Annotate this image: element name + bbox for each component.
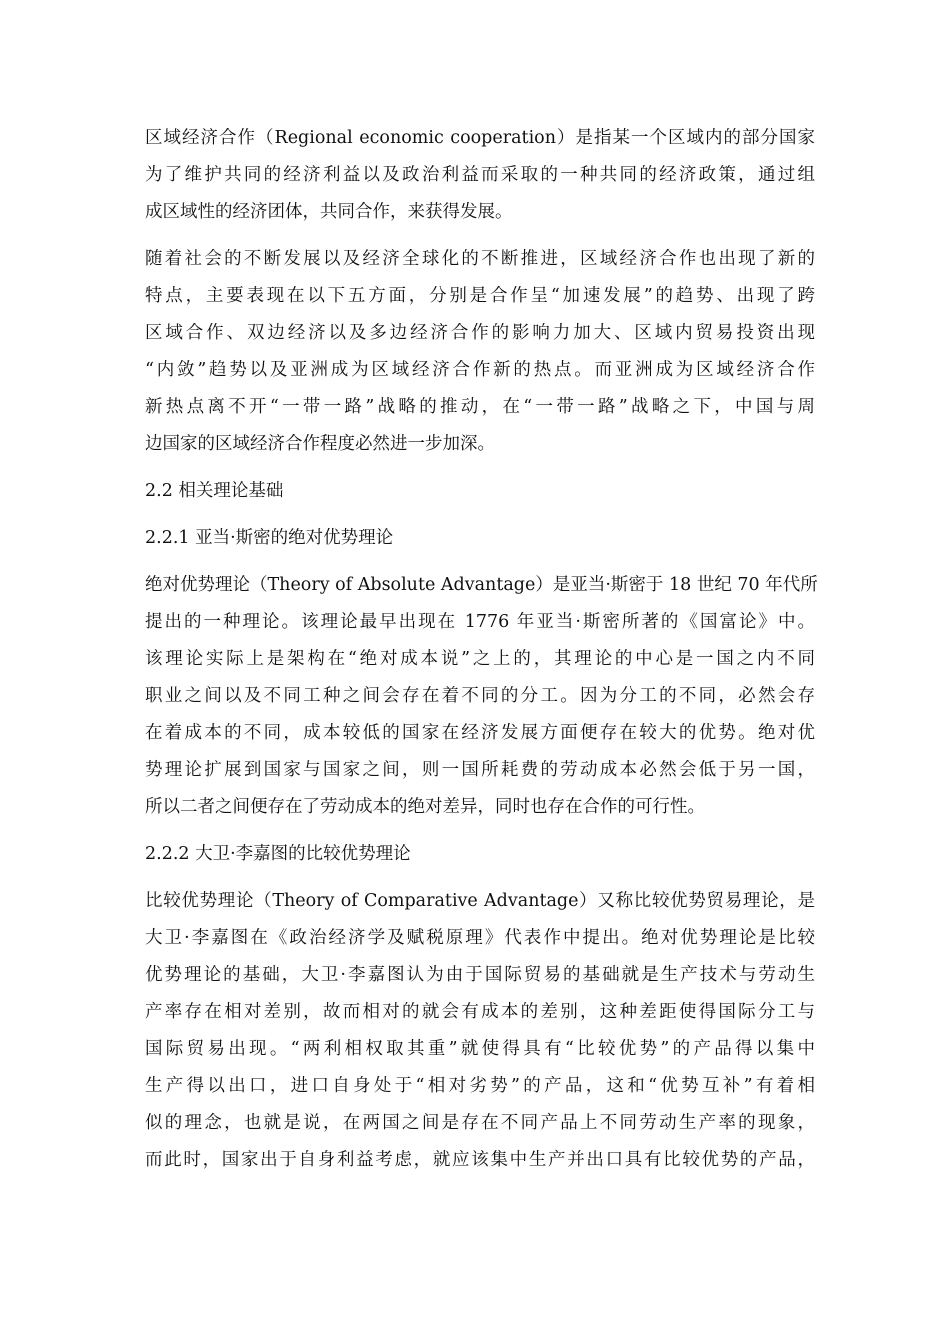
text-line: 成区域性的经济团体，共同合作，来获得发展。 xyxy=(145,202,513,222)
paragraph-regional-cooperation-definition xyxy=(145,120,815,231)
document-body xyxy=(145,120,818,1189)
text-line: 职业之间以及不同工种之间会存在着不同的分工。因为分工的不同，必然会存 xyxy=(145,686,815,706)
text-line: 所以二者之间便存在了劳动成本的绝对差异，同时也存在合作的可行性。 xyxy=(145,797,705,817)
paragraph-comparative-advantage xyxy=(145,883,815,1179)
section-heading-2-2: 2.2 相关理论基础 xyxy=(145,481,284,501)
text-line: 在着成本的不同，成本较低的国家在经济发展方面便存在较大的优势。绝对优 xyxy=(145,723,815,743)
text-line: 绝对优势理论（Theory of Absolute Advantage）是亚当·斯密于 18 世纪 70 年代所 xyxy=(145,575,818,595)
text-line: 而此时，国家出于自身利益考虑，就应该集中生产并出口具有比较优势的产品， xyxy=(145,1150,815,1170)
paragraph-absolute-advantage xyxy=(145,567,818,826)
text-line: 区域合作、双边经济以及多边经济合作的影响力加大、区域内贸易投资出现 xyxy=(145,323,815,343)
text-line: 特点，主要表现在以下五方面，分别是合作呈“加速发展”的趋势、出现了跨 xyxy=(145,286,815,306)
text-line: 随着社会的不断发展以及经济全球化的不断推进，区域经济合作也出现了新的 xyxy=(145,249,815,269)
section-heading-2-2-1: 2.2.1 亚当·斯密的绝对优势理论 xyxy=(145,528,394,548)
text-line: 生产得以出口，进口自身处于“相对劣势”的产品，这和“优势互补”有着相 xyxy=(145,1076,815,1096)
text-line: 大卫·李嘉图在《政治经济学及赋税原理》代表作中提出。绝对优势理论是比较 xyxy=(145,928,815,948)
text-line: 势理论扩展到国家与国家之间，则一国所耗费的劳动成本必然会低于另一国， xyxy=(145,760,815,780)
text-line: 该理论实际上是架构在“绝对成本说”之上的，其理论的中心是一国之内不同 xyxy=(145,649,815,669)
text-line: 似的理念，也就是说，在两国之间是存在不同产品上不同劳动生产率的现象， xyxy=(145,1113,815,1133)
text-line: “内敛”趋势以及亚洲成为区域经济合作新的热点。而亚洲成为区域经济合作 xyxy=(145,360,815,380)
paragraph-regional-cooperation-features xyxy=(145,241,815,463)
text-line: 为了维护共同的经济利益以及政治利益而采取的一种共同的经济政策，通过组 xyxy=(145,165,815,185)
text-line: 提出的一种理论。该理论最早出现在 1776 年亚当·斯密所著的《国富论》中。 xyxy=(145,612,815,632)
text-line: 比较优势理论（Theory of Comparative Advantage）又称比较优势贸易理论，是 xyxy=(145,891,815,911)
text-line: 区域经济合作（Regional economic cooperation）是指某一个区域内的部分国家 xyxy=(145,128,815,148)
text-line: 边国家的区域经济合作程度必然进一步加深。 xyxy=(145,434,495,454)
text-line: 国际贸易出现。“两利相权取其重”就使得具有“比较优势”的产品得以集中 xyxy=(145,1039,815,1059)
text-line: 新热点离不开“一带一路”战略的推动，在“一带一路”战略之下，中国与周 xyxy=(145,397,815,417)
section-heading-2-2-2: 2.2.2 大卫·李嘉图的比较优势理论 xyxy=(145,844,411,864)
text-line: 优势理论的基础，大卫·李嘉图认为由于国际贸易的基础就是生产技术与劳动生 xyxy=(145,965,815,985)
text-line: 产率存在相对差别，故而相对的就会有成本的差别，这种差距使得国际分工与 xyxy=(145,1002,815,1022)
